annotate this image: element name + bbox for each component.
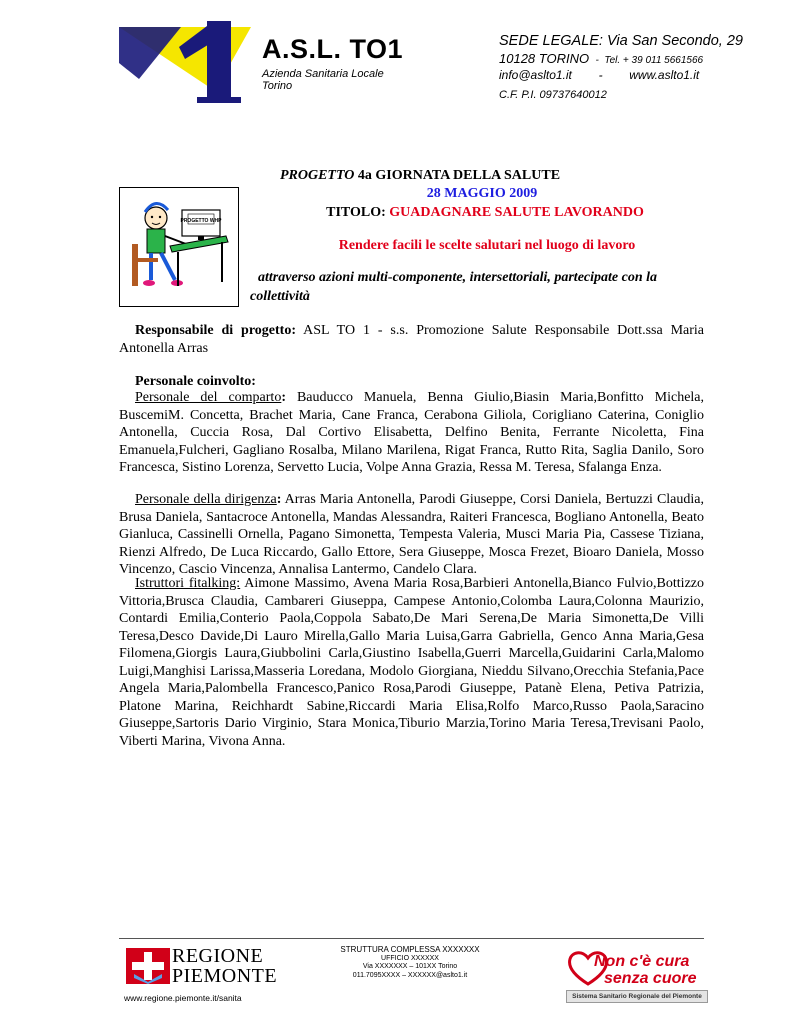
website-link[interactable]: www.aslto1.it [629, 68, 700, 82]
responsabile-paragraph [119, 322, 704, 357]
footer-struttura: STRUTTURA COMPLESSA XXXXXXX [340, 945, 480, 954]
campaign-line1: Non c'è cura [594, 953, 690, 970]
project-date: 28 MAGGIO 2009 [426, 186, 538, 201]
sede-city-tel [499, 51, 703, 66]
project-heading [240, 168, 600, 184]
responsabile-text: ASL TO 1 - s.s. Promozione Salute Responsabile Dott.ssa Maria Antonella Arras [119, 323, 704, 356]
footer-divider [119, 938, 704, 939]
regione-line2: PIEMONTE [172, 965, 278, 987]
title-value: GUADAGNARE SALUTE LAVORANDO [389, 205, 644, 220]
comparto-names: Bauducco Manuela, Benna Giulio,Biasin Maria,Bonfitto Michela, BuscemiM. Concetta, Brachet Maria, Cane Franca, Cerabona Giliola, Corigliano Caterina, Coniglio Antonella, Cuccia Rosa, Dal Cortivo Elisabetta, Delfino Benita, Ferrante Nicoletta, Fina Emanuela,Fulcheri, Gagliano Rosalba, Milano Marilena, Rigat Franca, Rutto Rita, Saglia Danilo, Soro Francesca, Sistino Lorenza, Servetto Lucia, Volpe Anna Grazia, Ressa M. Teresa, Sfalanga Enza. [119, 390, 705, 475]
footer-contatti: 011.7095XXXX – XXXXXX@aslto1.it [352, 971, 468, 979]
org-subtitle-line2: Torino [262, 80, 293, 92]
sede-separator: - [595, 55, 599, 66]
campaign-bar: Sistema Sanitario Regionale del Piemonte [566, 990, 708, 1003]
dirigenza-paragraph [119, 491, 704, 579]
illustration-sign: PROGETTO WHP [180, 218, 222, 224]
sede-city: 10128 TORINO [499, 51, 590, 66]
regione-line1: REGIONE [172, 945, 264, 967]
footer-via: Via XXXXXXX – 101XX Torino [362, 963, 458, 970]
org-subtitle-line1: Azienda Sanitaria Locale [262, 68, 384, 80]
comparto-colon: : [281, 390, 286, 405]
project-slogan: Rendere facili le scelte salutari nel luogo di lavoro [338, 238, 636, 253]
dirigenza-colon: : [276, 492, 282, 507]
comparto-paragraph [119, 389, 704, 477]
org-name: A.S.L. TO1 [262, 34, 404, 64]
personale-title: Personale coinvolto: [135, 374, 256, 389]
sede-legale: SEDE LEGALE: Via San Secondo, 29 [499, 33, 743, 49]
contacts-dash: - [598, 68, 603, 82]
regione-url[interactable]: www.regione.piemonte.it/sanita [124, 993, 242, 1003]
worker-at-desk-illustration [120, 188, 238, 306]
project-illustration [119, 187, 239, 307]
project-event: 4a GIORNATA DELLA SALUTE [357, 168, 561, 183]
cf-pi: C.F. P.I. 09737640012 [499, 89, 607, 101]
regione-flag-graphic [126, 948, 170, 984]
dirigenza-names: Arras Maria Antonella, Parodi Giuseppe, Corsi Daniela, Bertuzzi Claudia, Brusa Daniela, Santacroce Antonella, Mandas Alessandra, Raiteri Francesca, Bogliano Antonella, Beato Gianluca, Cassinelli Ornella, Pagano Simonetta, Tempesta Valeria, Musci Maria Pia, Cassese Tiziana, Rienzi Alfredo, De Luca Riccardo, Gallo Ettore, Sera Giuseppe, Mosca Frezet, Bioaro Daniela, Mosso Vincenzo, Cascio Vincenza, Annalisa Lantermo, Candelo Clara. [119, 492, 704, 577]
responsabile-label: Responsabile di progetto: [135, 323, 296, 338]
title-label: TITOLO: [326, 205, 386, 220]
sede-tel: Tel. + 39 011 5661566 [604, 55, 704, 66]
footer-ufficio: UFFICIO XXXXXX [381, 954, 439, 962]
istruttori-label: Istruttori fitalking: [135, 576, 241, 591]
istruttori-names: Aimone Massimo, Avena Maria Rosa,Barbieri Antonella,Bianco Fulvio,Bottizzo Vittoria,Brusca Claudia, Cambareri Giuseppa, Campese Antonio,Colomba Laura,Colonna Maurizio, Contardi Emilia,Conterio Paola,Coppola Sabato,De Mari Serena,De Maria Simonetta,De Villi Teresa,Desco Davide,Di Lauro Mirella,Gallo Maria Luisa,Garra Gabriella, Genco Anna Maria,Gesa Filomena,Giorgis Laura,Giubbolini Carla,Giustino Isabella,Guerri Marcella,Guidarini Carla,Malomo Luigi,Manghisi Larissa,Masseria Loredana, Modolo Giorgiana, Nieddu Silvano,Orecchia Stefania,Pace Angela Maria,Palombella Francesco,Panico Rosa,Parodi Giuseppe, Patanè Elena, Petiva Patrizia, Platone Marina, Reichhardt Sabine,Riccardi Maria Elisa,Rolfo Marco,Russo Paola,Saracino Giuseppe,Sartoris Dario Virginio, Stara Monica,Tiburio Marzia,Torino Maria Teresa,Trevisani Paolo, Viberti Marina, Vivona Anna. [119, 576, 704, 749]
sede-contacts [499, 68, 699, 82]
campaign-line2: senza cuore [604, 970, 697, 987]
comparto-label: Personale del comparto [135, 390, 282, 405]
project-label: PROGETTO [279, 168, 355, 183]
asl-logo-graphic [119, 21, 251, 103]
email-link[interactable]: info@aslto1.it [499, 68, 572, 82]
project-subtitle: attraverso azioni multi-componente, intersettoriali, partecipate con la collettività [250, 270, 657, 304]
asl-logo [119, 21, 251, 103]
project-title [240, 205, 730, 221]
istruttori-paragraph [119, 575, 704, 750]
regione-piemonte-flag-icon [126, 948, 170, 984]
regione-name [172, 946, 277, 986]
dirigenza-label: Personale della dirigenza [135, 492, 277, 507]
footer-address [320, 946, 500, 980]
